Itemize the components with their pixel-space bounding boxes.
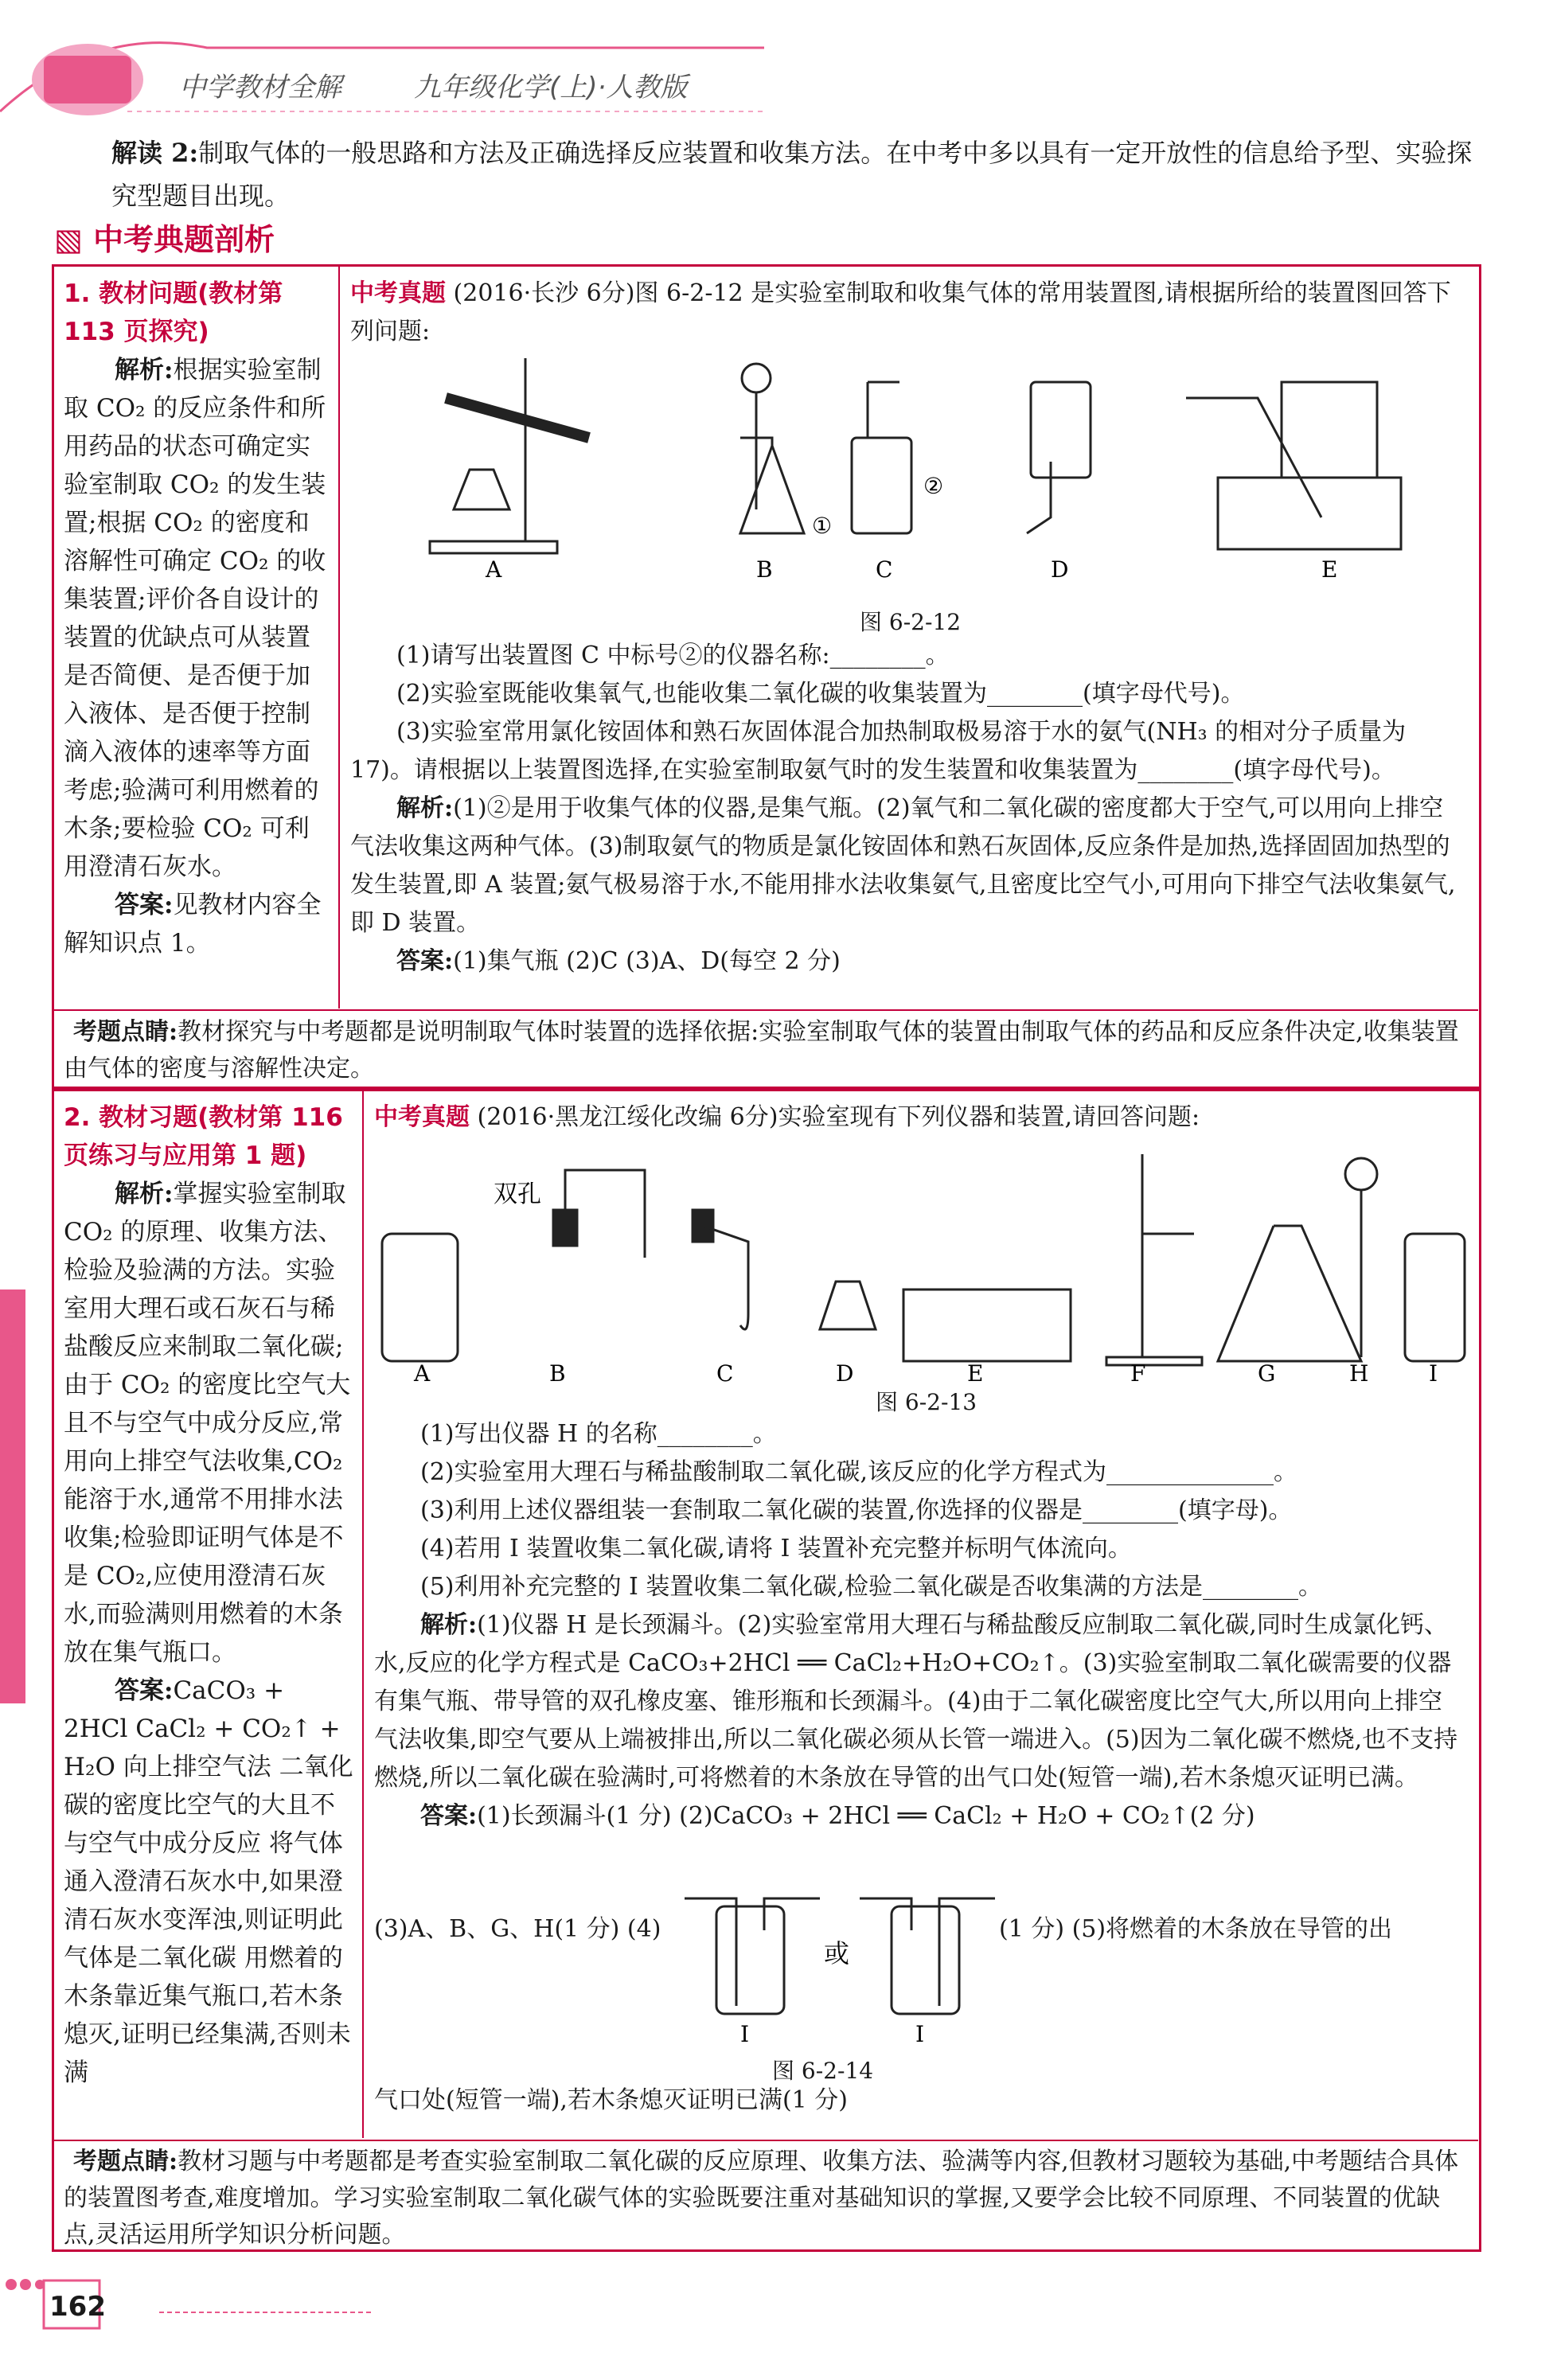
fig1-label-e: E	[1321, 556, 1338, 581]
block1-left-analysis-label: 解析:	[115, 356, 174, 384]
block1-questions	[350, 637, 1465, 981]
block1-answer-label: 答案:	[396, 947, 454, 975]
fig3-label-2: I	[915, 2021, 925, 2047]
fig1-mark-2: ②	[923, 473, 944, 499]
section-title	[54, 215, 275, 259]
block2-answer-2b: (1 分) (5)将燃着的木条放在导管的出	[999, 1915, 1393, 1943]
instrument-d-lamp	[820, 1282, 876, 1329]
figure-6-2-13	[374, 1138, 1473, 1385]
block2-source: (2016·黑龙江绥化改编 6分)	[477, 1103, 778, 1131]
fig1-mark-1: ①	[812, 513, 833, 539]
page-header	[0, 0, 1553, 119]
block2-answer-label: 答案:	[420, 1802, 478, 1830]
figure-6-2-12	[422, 350, 1473, 581]
fig3-label-1: I	[740, 2021, 750, 2047]
section-title-text: 中考典题剖析	[93, 222, 275, 257]
fig2-label-h: H	[1349, 1360, 1369, 1385]
intro-text: 制取气体的一般思路和方法及正确选择反应装置和收集方法。在中考中多以具有一定开放性的信息给予型、实验探究型题目出现。	[111, 138, 1473, 211]
block2-q2: (2)实验室用大理石与稀盐酸制取二氧化碳,该反应的化学方程式为______________。	[420, 1458, 1298, 1486]
fig1-caption: 图 6-2-12	[860, 609, 962, 635]
block1-tag: 中考真题	[350, 279, 446, 307]
block2-answer-3: 气口处(短管一端),若木条熄灭证明已满(1 分)	[374, 2086, 848, 2114]
fig2-caption: 图 6-2-13	[876, 1389, 977, 1415]
block1-left-answer-label: 答案:	[115, 891, 174, 919]
block1-q1: (1)请写出装置图 C 中标号②的仪器名称:________。	[396, 642, 950, 669]
fig2-label-c: C	[716, 1360, 734, 1385]
apparatus-d-bottle	[1031, 382, 1091, 478]
figure-6-2-14	[669, 1867, 1019, 2050]
block1-analysis-label: 解析:	[396, 794, 454, 822]
block2-divider	[362, 1091, 364, 2138]
fig2-label-a: A	[414, 1360, 431, 1385]
block1-left-title: 1. 教材问题(教材第 113 页探究)	[64, 279, 283, 346]
block1-q3: (3)实验室常用氯化铵固体和熟石灰固体混合加热制取极易溶于水的氨气(NH₃ 的相对分子质量为 17)。请根据以上装置图选择,在实验室制取氨气时的发生装置和收集装置为________(填字母代号)。	[350, 718, 1407, 784]
instrument-h-funnel	[1345, 1158, 1377, 1190]
block2-left	[64, 1098, 354, 2092]
instrument-e-trough	[903, 1289, 1071, 1361]
block2-tip	[64, 2144, 1465, 2253]
fig2-b-note: 双孔	[494, 1180, 541, 1208]
block2-left-analysis: 掌握实验室制取 CO₂ 的原理、收集方法、检验及验满的方法。实验室用大理石或石灰石与稀盐酸反应来制取二氧化碳;由于 CO₂ 的密度比空气大且不与空气中成分反应,常用向上排空气法收集,CO₂ 能溶于水,通常不用排水法收集;检验即证明气体是不是 CO₂,应使用澄清石灰水,而验满则用燃着的木条放在集气瓶口。	[64, 1180, 351, 1667]
fig3-bottle-1	[716, 1906, 784, 2014]
fig1-label-a: A	[486, 556, 502, 581]
fig2-label-e: E	[967, 1360, 984, 1385]
book-title: 中学教材全解	[179, 72, 341, 103]
block2-q5: (5)利用补充完整的 I 装置收集二氧化碳,检验二氧化碳是否收集满的方法是________。	[420, 1573, 1322, 1601]
apparatus-c-bottle	[852, 438, 911, 533]
block2-answer-1: (1)长颈漏斗(1 分) (2)CaCO₃ + 2HCl ══ CaCl₂ + H₂O + CO₂↑(2 分)	[477, 1802, 1255, 1830]
block1-tip-divider	[53, 1009, 1478, 1011]
section-icon: ▧	[54, 222, 94, 257]
apparatus-a-base	[430, 541, 557, 553]
block2-tip-text: 教材习题与中考题都是考查实验室制取二氧化碳的反应原理、收集方法、验满等内容,但教材习题较为基础,中考题结合具体的装置图考查,难度增加。学习实验室制取二氧化碳气体的实验既要注重对基础知识的掌握,又要学会比较不同原理、不同装置的优缺点,灵活运用所学知识分析问题。	[64, 2148, 1459, 2249]
block1-q2: (2)实验室既能收集氧气,也能收集二氧化碳的收集装置为________(填字母代号)。	[396, 680, 1245, 708]
block1-left-answer: 见教材内容全解知识点 1。	[64, 891, 322, 958]
block2-questions	[374, 1415, 1465, 1836]
block2-right	[374, 1098, 1465, 1137]
block1-left-analysis: 根据实验室制取 CO₂ 的反应条件和所用药品的状态可确定实验室制取 CO₂ 的发生装置;根据 CO₂ 的密度和溶解性可确定 CO₂ 的收集装置;评价各自设计的装置的优缺点可从装置是否简便、是否便于加入液体、是否便于控制滴入液体的速率等方面考虑;验满可利用燃着的木条;要检验 CO₂ 可利用澄清石灰水。	[64, 356, 326, 881]
intro-paragraph	[111, 131, 1481, 217]
block2-analysis-label: 解析:	[420, 1611, 478, 1639]
block1-tip-label: 考题点睛:	[73, 1018, 178, 1046]
side-tab	[0, 1289, 25, 1703]
instrument-i-bottle	[1405, 1234, 1465, 1361]
block2-left-answer: CaCO₃ + 2HCl CaCl₂ + CO₂↑ + H₂O 向上排空气法 二氧化碳的密度比空气的大且不与空气中成分反应 将气体通入澄清石灰水中,如果澄清石灰水变浑浊,则证明此气体是二氧化碳 用燃着的木条靠近集气瓶口,若木条熄灭,证明已经集满,否则未满	[64, 1676, 353, 2087]
block1-right	[350, 275, 1465, 351]
block1-tip-text: 教材探究与中考题都是说明制取气体时装置的选择依据:实验室制取气体的装置由制取气体的药品和反应条件决定,收集装置由气体的密度与溶解性决定。	[64, 1018, 1459, 1083]
block1-source: (2016·长沙 6分)	[453, 279, 635, 307]
fig2-label-g: G	[1258, 1360, 1276, 1385]
block2-tip-label: 考题点睛:	[73, 2148, 178, 2175]
block1-left	[64, 275, 330, 962]
block1-analysis: (1)②是用于收集气体的仪器,是集气瓶。(2)氧气和二氧化碳的密度都大于空气,可以用向上排空气法收集这两种气体。(3)制取氨气的物质是氯化铵固体和熟石灰固体,反应条件是加热,选择固固加热型的发生装置,即 A 装置;氨气极易溶于水,不能用排水法收集氨气,且密度比空气小,可用向下排空气法收集氨气,即 D 装置。	[350, 794, 1456, 937]
apparatus-b-funnel	[742, 364, 771, 392]
block1-answer: (1)集气瓶 (2)C (3)A、D(每空 2 分)	[453, 947, 841, 975]
page-number: 162	[49, 2291, 106, 2323]
block1-stem: 图 6-2-12 是实验室制取和收集气体的常用装置图,请根据所给的装置图回答下列问题:	[350, 279, 1451, 345]
apparatus-e-trough	[1218, 478, 1401, 549]
fig2-label-f: F	[1130, 1360, 1146, 1385]
apparatus-b-flask	[740, 438, 804, 533]
fig2-label-b: B	[549, 1360, 566, 1385]
fig3-caption: 图 6-2-14	[772, 2058, 874, 2084]
block1-tip	[64, 1014, 1465, 1087]
block2-q3: (3)利用上述仪器组装一套制取二氧化碳的装置,你选择的仪器是________(填字母)。	[420, 1496, 1293, 1524]
fig1-label-d: D	[1051, 556, 1069, 581]
block2-q4: (4)若用 I 装置收集二氧化碳,请将 I 装置补充完整并标明气体流向。	[420, 1535, 1132, 1563]
book-grade: 九年级化学(上)·人教版	[414, 72, 688, 103]
fig3-or: 或	[824, 1938, 850, 1968]
instrument-g-flask	[1218, 1226, 1361, 1361]
block2-q1: (1)写出仪器 H 的名称________。	[420, 1420, 777, 1448]
instrument-a-bottle	[382, 1234, 458, 1361]
block2-tip-divider	[53, 2140, 1478, 2141]
block2-analysis: (1)仪器 H 是长颈漏斗。(2)实验室常用大理石与稀盐酸反应制取二氧化碳,同时生成氯化钙、水,反应的化学方程式是 CaCO₃+2HCl ══ CaCl₂+H₂O+CO₂↑。(3)实验室制取二氧化碳需要的仪器有集气瓶、带导管的双孔橡皮塞、锥形瓶和长颈漏斗。(4)由于二氧化碳密度比空气大,所以用向上排空气法收集,即空气要从上端被排出,所以二氧化碳必须从长管一端进入。(5)因为二氧化碳不燃烧,也不支持燃烧,所以二氧化碳在验满时,可将燃着的木条放在导管的出气口处(短管一端),若木条熄灭证明已满。	[374, 1611, 1458, 1792]
block2-stem: 实验室现有下列仪器和装置,请回答问题:	[778, 1103, 1200, 1131]
block2-left-answer-label: 答案:	[115, 1676, 174, 1705]
fig2-label-d: D	[836, 1360, 854, 1385]
fig3-bottle-2	[892, 1906, 959, 2014]
apparatus-e-bottle	[1282, 382, 1377, 478]
block2-left-analysis-label: 解析:	[115, 1180, 174, 1208]
block2-answer-2a: (3)A、B、G、H(1 分) (4)	[374, 1915, 661, 1943]
fig1-label-c: C	[876, 556, 893, 581]
intro-label: 解读 2:	[111, 138, 199, 168]
fig2-label-i: I	[1429, 1360, 1438, 1385]
fig1-label-b: B	[756, 556, 773, 581]
block2-left-title: 2. 教材习题(教材第 116 页练习与应用第 1 题)	[64, 1103, 343, 1170]
block1-divider	[338, 267, 340, 1009]
block2-tag: 中考真题	[374, 1103, 470, 1131]
